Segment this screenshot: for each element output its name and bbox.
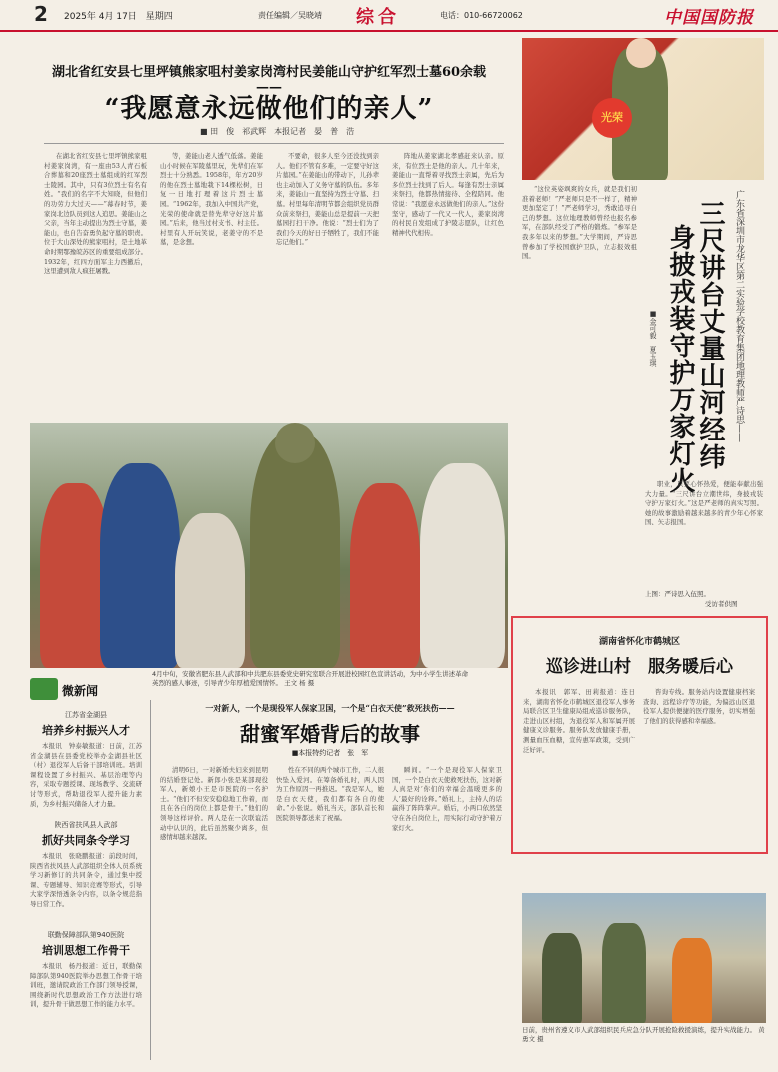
brief-kicker: 陕西省扶风县人武部	[54, 821, 118, 829]
drill-caption: 日前，贵州省遵义市人武部组织民兵应急分队开展抢险救援演练，提升实战能力。 黄勇文 摄	[522, 1026, 765, 1043]
issue-date: 2025年 4月 17日 星期四	[64, 12, 173, 22]
feature-kicker: 广东省深圳市龙华区第二实验学校教育集团地理教师严诗思——	[734, 190, 744, 442]
editor-credit: 责任编辑／吴晓靖	[258, 11, 322, 20]
page-number: 2	[34, 2, 48, 26]
marriage-column-1: 清明6日，一对新婚夫妇来到昆明的结婚登记处。新郎小张是某部现役军人，新娘小王是市医院的一名护士。“他们不但安安稳稳地工作着，而且在各自的岗位上都是骨干。”他们的领导这样评价。两人是在一次联谊活动中认识的，此后虽然聚少离多，但感情却越来越深。	[160, 766, 268, 842]
feature-author-credit: 受访者供图	[705, 600, 738, 608]
red-box-column-2: 咨询专线。服务站内设置健康档案查询、远程诊疗等功能，为偏远山区退役军人提供便捷的医疗服务，切实增强了他们的获得感和幸福感。	[643, 688, 755, 725]
column-divider	[150, 700, 151, 1060]
brief-text: 本报讯 杨丹报道：近日，联勤保障部队第940医院举办思想工作骨干培训班，邀请院政治工作部门领导授课，围绕新时代思想政治工作方法进行培训，提升骨干做思想工作的能力水平。	[30, 962, 142, 1009]
marriage-headline: 甜蜜军婚背后的故事	[240, 722, 420, 746]
feature-title-line-1: 三尺讲台丈量山河经纬	[695, 200, 725, 470]
newspaper-logo: 中国国防报	[664, 8, 754, 28]
brief-kicker: 江苏省金湖县	[65, 711, 107, 719]
wei-news-banner	[30, 678, 148, 700]
red-box-headline: 巡诊进山村 服务暖后心	[546, 657, 733, 677]
divider	[44, 143, 504, 144]
marriage-column-2: 性在不同的两个城市工作，二人很快坠入爱河。在筹备婚礼时，两人因为工作原因一再推迟。“我是军人，她是白衣天使，我们都有各自的使命。”小张说。婚礼当天，部队首长和医院领导都送来了祝福。	[276, 766, 384, 822]
lead-headline: “我愿意永远做他们的亲人”	[104, 94, 434, 124]
red-box-column-1: 本报讯 郭军、田莉报道：连日来，湖南省怀化市鹤城区退役军人事务局联合区卫生健康局组成巡诊服务队，走进山区村组，为退役军人和军属开展健康义诊服务。服务队发放健康手册，测量血压血糖，宣传惠军政策，受到广泛好评。	[523, 688, 635, 754]
lead-column-4: 阵地从姜家湖北孝感赶来认亲。原来，有位烈士是他的亲人。几十年来，姜能山一直帮着寻找烈士亲属，先后为多位烈士找到了后人。每逢有烈士亲属来祭扫，他都热情接待、全程陪同。他常说：“我愿意永远做他们的亲人。”这份坚守，感动了一代又一代人，姜家岗湾的村民自发组成了护陵志愿队，让红色精神代代相传。	[392, 152, 504, 237]
lead-column-2: 等，姜能山老人透气低落。姜能山小时候在军陵墓里玩，先辈们在军烈士十分熟悉。1958年，年方20岁的他在烈士墓地栽下14棵松树，日复一日地打理着这片烈士墓园。“1962年，我加入中国共产党，光荣的使命就是替先辈守好这片墓园。”后来，他当过村支书、村主任。村里有人开玩笑说，老姜守的不是墓，是念想。	[160, 152, 263, 247]
red-box-kicker: 湖南省怀化市鹤城区	[598, 637, 680, 647]
main-photo	[30, 423, 508, 668]
briefs-column	[30, 710, 142, 1060]
brief-text: 本报讯 钟泰敏报道：日前，江苏省金湖县在县委党校举办金湖县社区（村）退役军人后备干部培训班。培训课程设置了乡村振兴、基层治理等内容，采取专题授课、现场教学、交流研讨等形式，帮助退役军人提升能力素质，为乡村振兴储备人才力量。	[30, 742, 142, 808]
drill-photo	[522, 893, 766, 1023]
photo-caption: 4月中旬，安徽省肥东县人武部和中共肥东县委党史研究室联合开展进校园红色宣讲活动，为中小学生讲述革命英烈的感人事迹，引导青少年厚植爱国情怀。 王文 杨 摄	[152, 670, 469, 687]
recruit-photo	[522, 38, 764, 180]
feature-byline: ■金可毅 夏玉琪	[649, 310, 657, 367]
wei-news-icon	[30, 678, 58, 700]
feature-photo-credit: 上图：严诗思入伍照。	[645, 590, 710, 598]
lead-kicker: 湖北省红安县七里坪镇熊家咀村姜家岗湾村民姜能山守护红军烈士墓60余载——	[51, 65, 487, 95]
brief-kicker: 联勤保障部队第940医院	[47, 931, 125, 939]
marriage-column-3: 瞬间。“一个是现役军人保家卫国，一个是白衣天使救死扶伤，这对新人真是对‘你们的幸福会温暖更多的人’最好的诠释。”婚礼上，主持人的话赢得了阵阵掌声。婚后，小两口依然坚守在各自岗位上，用实际行动守护着万家灯火。	[392, 766, 502, 832]
feature-column-2: 职业，只要心怀热爱，便能奉献出强大力量。“三尺讲台立潮世纬，身披戎装守护万家灯火。”这是严老师的真实写照。她的故事激励着越来越多的青少年心怀家国、矢志报国。	[645, 480, 763, 527]
brief-text: 本报讯 张晓鹏报道：前段时间，陕西省扶风县人武部组织全体人员系统学习新修订的共同条令，通过集中授课、专题辅导、知识竞赛等形式，引导大家学深悟透条令内容，以条令规范指导日常工作。	[30, 852, 142, 908]
brief-title: 培训思想工作骨干	[42, 944, 130, 957]
page-header	[0, 0, 778, 32]
lead-column-1: 在湖北省红安县七里坪镇熊家咀村姜家岗湾，有一座由53人青石板合葬墓和20座烈士墓组成的红军烈士陵园。其中，只有3位烈士有名有姓。“我们的名字不大知晓，但他们的功劳力大过天——”幕春时节，姜家岗北边队员到这人追思。姜能山之父亲，当年主动提出为烈士守墓，姜能山，也自告奋勇负起守墓的职责。位于大山深处的熊家咀村，是土地革命时期鄂豫皖苏区的重要组成部分。1932年，红四方面军主力西撤后，这里遭到敌人疯狂屠戮。	[44, 152, 147, 276]
brief-title: 培养乡村振兴人才	[42, 724, 130, 737]
phone-number: 电话：010-66720062	[440, 11, 523, 20]
lead-column-3: 不要命，很多人至今还没找到亲人。他们不管有多难，一定要守好这片墓园。”在姜能山的带动下，儿孙辈也主动加入了义务守墓的队伍。多年来，姜能山一直坚持为烈士守墓、扫墓。村里每年清明节都会组织党员群众前来祭扫，姜能山总是提前一天把墓园打扫干净。他说：“烈士们为了我们今天的好日子牺牲了，我们不能忘记他们。”	[276, 152, 379, 247]
feature-title-line-2: 身披戎装守护万家灯火	[665, 224, 695, 494]
photo-sign: 光荣	[592, 98, 632, 138]
lead-byline: ■ 田 俊 祁武辉 本报记者 晏 普 浩	[200, 127, 355, 136]
marriage-kicker: 一对新人，一个是现役军人保家卫国，一个是“白衣天使”救死扶伤——	[205, 703, 455, 713]
section-name: 综合	[356, 7, 400, 28]
marriage-byline: ■本报特约记者 张 军	[291, 749, 369, 757]
highlighted-article	[511, 616, 768, 854]
feature-column-1: “这位英姿飒爽的女兵，就是我们初准着老师！”严老师只是不一样了，精神更加坚定了！”严老师学习，秀敢追寻自己的梦想。这位地理教师曾经也报名参军，在部队经受了严格的锻炼。“参军是我多年以来的梦想。”大学期间，严诗思曾参加了学校国旗护卫队，立志报效祖国。	[522, 185, 637, 261]
brief-title: 抓好共同条令学习	[42, 834, 130, 847]
wei-news-title: 微新闻	[62, 684, 99, 698]
